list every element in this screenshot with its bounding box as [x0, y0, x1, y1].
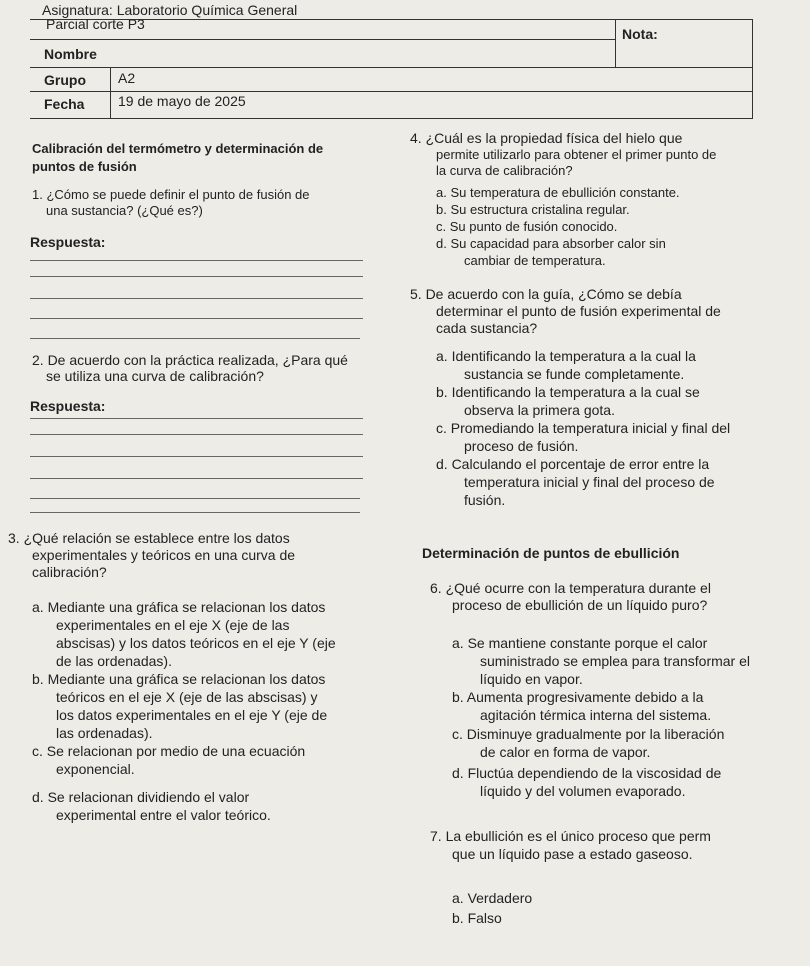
- option-6b[interactable]: b. Aumenta progresivamente debido a la: [452, 689, 704, 705]
- option-7a[interactable]: a. Verdadero: [452, 890, 533, 906]
- answer-label-2: Respuesta:: [30, 398, 106, 414]
- option-4c[interactable]: c. Su punto de fusión conocido.: [436, 219, 618, 234]
- section-title-calibration: Calibración del termómetro y determinación de: [32, 141, 324, 156]
- option-3b-cont2: los datos experimentales en el eje Y (eje de: [56, 707, 328, 723]
- option-6c[interactable]: c. Disminuye gradualmente por la liberación: [452, 726, 725, 742]
- option-3b-cont: teóricos en el eje X (eje de las abscisas) y: [56, 689, 318, 705]
- option-3b-cont3: las ordenadas).: [56, 725, 153, 741]
- option-6d[interactable]: d. Fluctúa dependiendo de la viscosidad de: [452, 765, 722, 781]
- option-6c-cont: de calor en forma de vapor.: [480, 744, 651, 760]
- question-5-cont: determinar el punto de fusión experimental de: [436, 303, 721, 319]
- part-label: Parcial corte P3: [46, 16, 145, 32]
- question-4: 4. ¿Cuál es la propiedad física del hielo que: [410, 130, 683, 146]
- option-3c-cont: exponencial.: [56, 761, 135, 777]
- option-5d-cont2: fusión.: [464, 492, 506, 508]
- question-6: 6. ¿Qué ocurre con la temperatura durante el: [430, 580, 711, 596]
- question-1: 1. ¿Cómo se puede definir el punto de fusión de: [32, 187, 310, 202]
- option-3d-cont: experimental entre el valor teórico.: [56, 807, 271, 823]
- nota-label: Nota:: [622, 26, 658, 42]
- question-2-cont: se utiliza una curva de calibración?: [46, 368, 264, 384]
- question-7-cont: que un líquido pase a estado gaseoso.: [452, 846, 693, 862]
- option-5b[interactable]: b. Identificando la temperatura a la cual se: [436, 384, 700, 400]
- section-title-boiling: Determinación de puntos de ebullición: [422, 545, 680, 561]
- fecha-value: 19 de mayo de 2025: [118, 93, 246, 109]
- option-5a-cont: sustancia se funde completamente.: [464, 366, 685, 382]
- option-6a[interactable]: a. Se mantiene constante porque el calor: [452, 635, 708, 651]
- question-3-cont: experimentales y teóricos en una curva de: [32, 547, 296, 563]
- grupo-value: A2: [118, 70, 136, 86]
- option-5b-cont: observa la primera gota.: [464, 402, 615, 418]
- question-6-cont: proceso de ebullición de un líquido puro?: [452, 597, 708, 613]
- question-2: 2. De acuerdo con la práctica realizada, ¿Para qué: [32, 352, 348, 368]
- option-7b[interactable]: b. Falso: [452, 910, 502, 926]
- option-4d-cont: cambiar de temperatura.: [464, 253, 606, 268]
- option-5c[interactable]: c. Promediando la temperatura inicial y final del: [436, 420, 731, 436]
- option-6b-cont: agitación térmica interna del sistema.: [480, 707, 712, 723]
- question-7: 7. La ebullición es el único proceso que perm: [430, 828, 711, 844]
- option-5a[interactable]: a. Identificando la temperatura a la cual la: [436, 348, 696, 364]
- question-5: 5. De acuerdo con la guía, ¿Cómo se debía: [410, 286, 682, 302]
- option-5d-cont: temperatura inicial y final del proceso de: [464, 474, 715, 490]
- option-3a-cont2: abscisas) y los datos teóricos en el eje Y (eje: [56, 635, 336, 651]
- question-3-cont2: calibración?: [32, 564, 107, 580]
- nombre-label: Nombre: [44, 46, 97, 62]
- option-4a[interactable]: a. Su temperatura de ebullición constante.: [436, 185, 680, 200]
- question-3: 3. ¿Qué relación se establece entre los datos: [8, 530, 290, 546]
- option-5c-cont: proceso de fusión.: [464, 438, 579, 454]
- option-3a-cont: experimentales en el eje X (eje de las: [56, 617, 290, 633]
- question-1-cont: una sustancia? (¿Qué es?): [46, 203, 203, 218]
- fecha-label: Fecha: [44, 96, 85, 112]
- option-5d[interactable]: d. Calculando el porcentaje de error entre la: [436, 456, 710, 472]
- option-4d[interactable]: d. Su capacidad para absorber calor sin: [436, 236, 666, 251]
- option-6d-cont: líquido y del volumen evaporado.: [480, 783, 686, 799]
- option-4b[interactable]: b. Su estructura cristalina regular.: [436, 202, 630, 217]
- question-5-cont2: cada sustancia?: [436, 320, 538, 336]
- option-3c[interactable]: c. Se relacionan por medio de una ecuación: [32, 743, 306, 759]
- option-3b[interactable]: b. Mediante una gráfica se relacionan los datos: [32, 671, 326, 687]
- option-3a[interactable]: a. Mediante una gráfica se relacionan los datos: [32, 599, 326, 615]
- option-3d[interactable]: d. Se relacionan dividiendo el valor: [32, 789, 250, 805]
- answer-label-1: Respuesta:: [30, 234, 106, 250]
- section-title-calibration-cont: puntos de fusión: [32, 159, 137, 174]
- grupo-label: Grupo: [44, 72, 86, 88]
- question-4-cont2: la curva de calibración?: [436, 163, 573, 178]
- subject-line: Asignatura: Laboratorio Química General: [42, 2, 298, 18]
- option-6a-cont2: líquido en vapor.: [480, 671, 583, 687]
- question-4-cont: permite utilizarlo para obtener el primer punto de: [436, 147, 717, 162]
- option-3a-cont3: de las ordenadas).: [56, 653, 172, 669]
- option-6a-cont: suministrado se emplea para transformar el: [480, 653, 751, 669]
